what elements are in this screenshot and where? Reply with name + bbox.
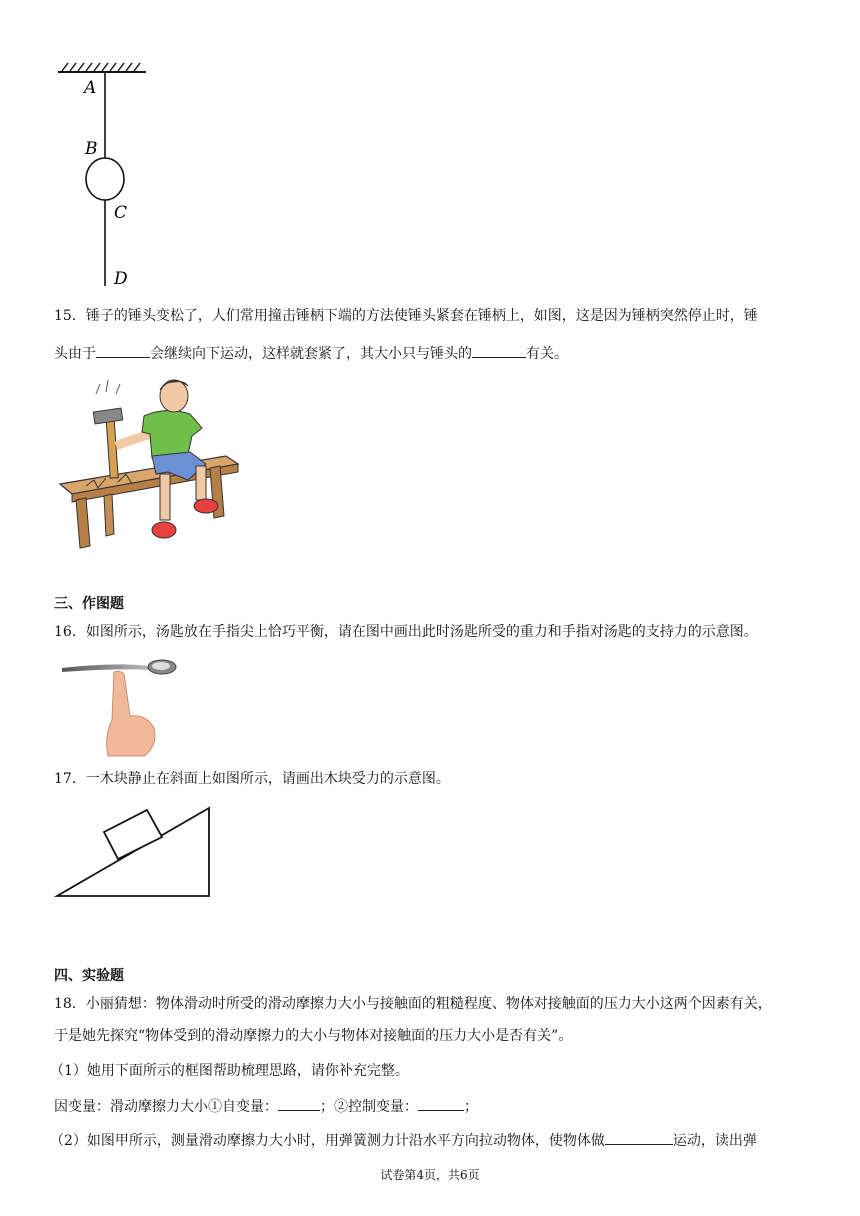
q18-blank-control[interactable] xyxy=(418,1096,464,1111)
q18-part1: （1）她用下面所示的框图帮助梳理思路，请你补充完整。 xyxy=(50,1063,409,1079)
q18-line1: 18．小丽猜想：物体滑动时所受的滑动摩擦力大小与接触面的粗糙程度、物体对接触面的压力大小这两个因素有关， xyxy=(54,996,772,1012)
q18-line2: 于是她先探究“物体受到的滑动摩擦力的大小与物体对接触面的压力大小是否有关”。 xyxy=(54,1028,573,1044)
q18-part2-b: 运动，读出弹 xyxy=(672,1133,757,1149)
incline-block-figure xyxy=(54,806,214,902)
q15-text-b: 会继续向下运动，这样就套紧了，其大小只与锤头的 xyxy=(150,346,472,362)
q15-line1: 15．锤子的锤头变松了，人们常用撞击锤柄下端的方法使锤头紧套在锤柄上，如图，这是因为锤柄突然停止时，锤 xyxy=(54,308,758,324)
page-footer: 试卷第4页，共6页 xyxy=(380,1168,480,1182)
label-d: D xyxy=(114,269,128,289)
pendulum-figure xyxy=(50,58,160,290)
hammer-bench-illustration xyxy=(56,376,246,554)
q17-text: 17．一木块静止在斜面上如图所示，请画出木块受力的示意图。 xyxy=(54,771,450,787)
q16-text: 16．如图所示，汤匙放在手指尖上恰巧平衡，请在图中画出此时汤匙所受的重力和手指对汤匙的支持力的示意图。 xyxy=(54,624,758,640)
q15-blank-1[interactable] xyxy=(96,343,150,358)
q15-text-c: 有关。 xyxy=(526,346,568,362)
section-3-title: 三、作图题 xyxy=(54,596,124,612)
label-b: B xyxy=(85,139,98,159)
q18-vars-a: 因变量：滑动摩擦力大小①自变量： xyxy=(54,1099,278,1115)
q18-part2 xyxy=(50,1130,757,1151)
label-c: C xyxy=(114,203,128,223)
q18-vars-c: ； xyxy=(464,1099,478,1115)
label-a: A xyxy=(84,78,97,98)
q15-blank-2[interactable] xyxy=(472,343,526,358)
q18-vars-b: ；②控制变量： xyxy=(320,1099,418,1115)
spoon-finger-illustration xyxy=(58,656,180,760)
q18-vars xyxy=(54,1096,478,1117)
q15-text-a: 头由于 xyxy=(54,346,96,362)
q18-blank-motion[interactable] xyxy=(605,1130,673,1145)
section-4-title: 四、实验题 xyxy=(54,968,124,984)
q18-blank-independent[interactable] xyxy=(278,1096,320,1111)
q15-line2 xyxy=(54,343,568,364)
q18-part2-a: （2）如图甲所示，测量滑动摩擦力大小时，用弹簧测力计沿水平方向拉动物体，使物体做 xyxy=(50,1133,605,1149)
